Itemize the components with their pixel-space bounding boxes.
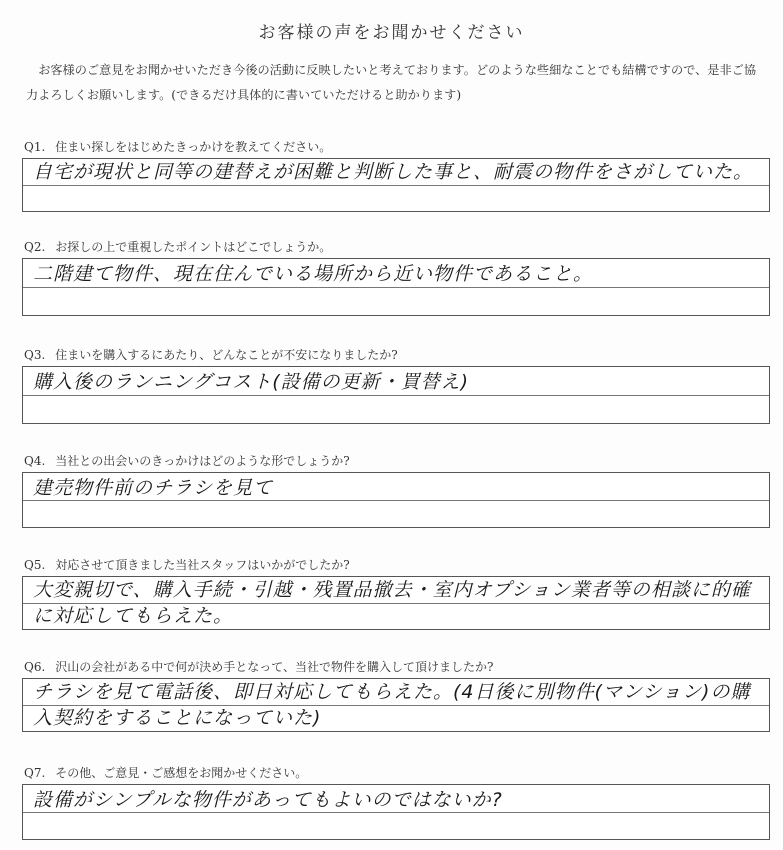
question-label: [24, 658, 494, 675]
ruled-line: [23, 287, 769, 288]
question-number: Q5.: [24, 558, 46, 572]
question-text: お探しの上で重視したポイントはどこでしょうか。: [55, 240, 332, 254]
question-text: 当社との出会いのきっかけはどのような形でしょうか?: [55, 454, 350, 468]
question-label: [24, 764, 307, 781]
answer-box[interactable]: [22, 158, 770, 212]
question-text: 住まいを購入するにあたり、どんなことが不安になりましたか?: [55, 348, 398, 362]
handwritten-answer: 建売物件前のチラシを見て: [33, 477, 274, 499]
question-label: [24, 238, 331, 255]
question-label: [24, 346, 398, 363]
question-label: [24, 452, 350, 469]
handwritten-answer: 購入後のランニングコスト(設備の更新・買替え): [33, 371, 470, 393]
answer-box[interactable]: [22, 472, 770, 528]
answer-box[interactable]: [22, 678, 770, 732]
question-label: [24, 138, 331, 155]
question-number: Q1.: [24, 140, 46, 154]
handwritten-answer: 設備がシンプルな物件があってもよいのではないか?: [33, 789, 503, 811]
question-number: Q2.: [24, 240, 46, 254]
intro-text: お客様のご意見をお聞かせいただき今後の活動に反映したいと考えております。どのような些細なことでも結構ですので、是非ご協力よろしくお願いします。(できるだけ具体的に書いていただけると助かります): [26, 63, 757, 102]
ruled-line: [23, 395, 769, 396]
question-number: Q7.: [24, 766, 46, 780]
question-label: [24, 556, 350, 573]
handwritten-answer: チラシを見て電話後、即日対応してもらえた。(4日後に別物件(マンション)の購入契約をすることになっていた): [33, 681, 751, 729]
answer-box[interactable]: [22, 258, 770, 316]
question-number: Q3.: [24, 348, 46, 362]
answer-box[interactable]: [22, 576, 770, 630]
question-text: その他、ご意見・ご感想をお聞かせください。: [55, 766, 308, 780]
answer-box[interactable]: [22, 366, 770, 424]
answer-box[interactable]: [22, 784, 770, 840]
question-number: Q4.: [24, 454, 46, 468]
ruled-line: [23, 185, 769, 186]
question-number: Q6.: [24, 660, 46, 674]
page-title: お客様の声をお聞かせください: [258, 23, 525, 43]
question-text: 住まい探しをはじめたきっかけを教えてください。: [55, 140, 332, 154]
handwritten-answer: 自宅が現状と同等の建替えが困難と判断した事と、耐震の物件をさがしていた。: [33, 161, 754, 183]
handwritten-answer: 大変親切で、購入手続・引越・残置品撤去・室内オプション業者等の相談に的確に対応してもらえた。: [33, 579, 751, 627]
question-text: 対応させて頂きました当社スタッフはいかがでしたか?: [55, 558, 350, 572]
handwritten-answer: 二階建て物件、現在住んでいる場所から近い物件であること。: [33, 263, 594, 285]
question-text: 沢山の会社がある中で何が決め手となって、当社で物件を購入して頂けましたか?: [55, 660, 494, 674]
